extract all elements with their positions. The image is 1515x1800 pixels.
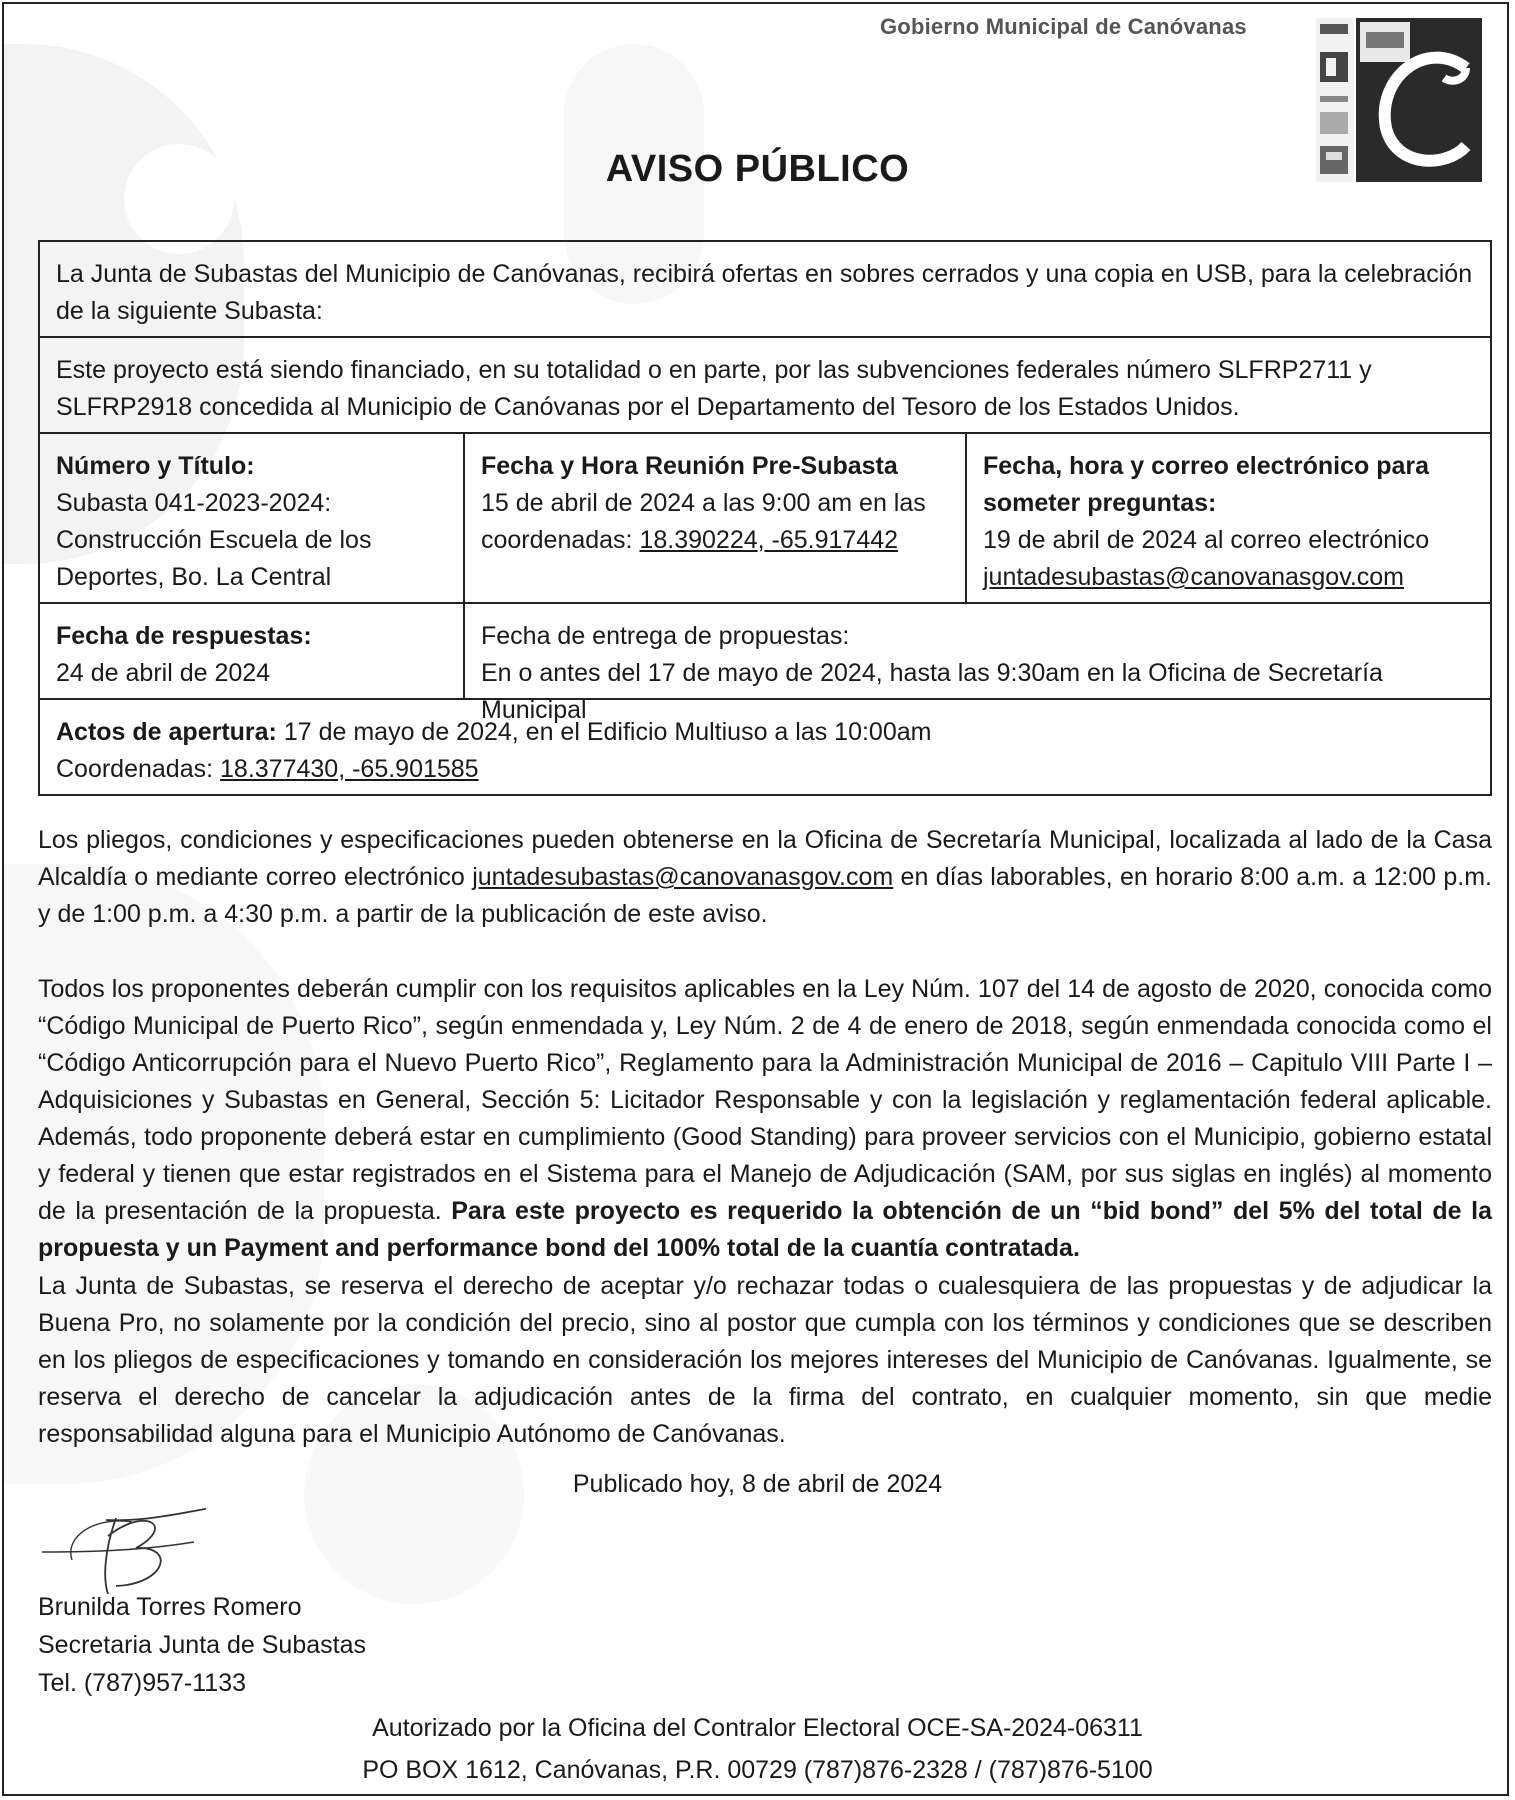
paragraph-pliegos-text-end: en días laborables, en horario 8:00 a.m. a 12:00 p.m. y de 1:00 p.m. a 4:30 p.m. a partir de la publicación de este aviso.: [38, 863, 1493, 928]
numero-label: Número y Título:: [56, 452, 255, 480]
notice-table: [38, 240, 1492, 796]
respuestas-value: 24 de abril de 2024: [56, 659, 271, 687]
notice-dates-row: [40, 604, 1490, 724]
entrega-label: Fecha de entrega de propuestas:: [481, 622, 850, 650]
bond-requirement: Para este proyecto es requerido la obtención de un “bid bond” del 5% del total de la propuesta y un Payment and performance bond del 100% total de la cuantía contratada.: [38, 1197, 1492, 1262]
notice-apertura-row: [40, 700, 1490, 794]
footer-address: PO BOX 1612, Canóvanas, P.R. 00729 (787)876-2328 / (787)876-5100: [362, 1756, 1153, 1784]
footer-authorization: Autorizado por la Oficina del Contralor Electoral OCE-SA-2024-06311: [372, 1714, 1143, 1742]
notice-details-row: [40, 434, 1490, 604]
respuestas-cell: [40, 604, 463, 698]
signer-name: Brunilda Torres Romero: [38, 1593, 302, 1621]
presubasta-label: Fecha y Hora Reunión Pre-Subasta: [481, 452, 898, 480]
paragraph-reserva: La Junta de Subastas, se reserva el derecho de aceptar y/o rechazar todas o cualesquiera de las propuestas y de adjudicar la Buena Pro, no solamente por la condición del precio, sino al postor que cumpla con los términos y condiciones que se describen en los pliegos de especificaciones y tomando en consideración los mejores intereses del Municipio de Canóvanas. Igualmente, se reserva el derecho de cancelar la adjudicación antes de la firma del contrato, en cualquier momento, sin que medie responsabilidad alguna para el Municipio Autónomo de Canóvanas.: [38, 1272, 1492, 1448]
apertura-coordinates-link[interactable]: 18.377430, -65.901585: [220, 755, 479, 783]
notice-intro: La Junta de Subastas del Municipio de Canóvanas, recibirá ofertas en sobres cerrados y una copia en USB, para la celebración de la siguiente Subasta:: [56, 260, 1473, 325]
preguntas-cell: [965, 434, 1490, 602]
presubasta-text: 15 de abril de 2024 a las 9:00 am en las coordenadas:: [481, 489, 926, 554]
presubasta-coordinates-link[interactable]: 18.390224, -65.917442: [639, 526, 899, 554]
published-date: Publicado hoy, 8 de abril de 2024: [572, 1470, 943, 1498]
organization-name: Gobierno Municipal de Canóvanas: [880, 14, 1247, 39]
paragraph-requisitos-text: Todos los proponentes deberán cumplir con los requisitos aplicables en la Ley Núm. 107 del 14 de agosto de 2020, conocida como “Código Municipal de Puerto Rico”, según enmendada y, Ley Núm. 2 de 4 de enero de 2018, según enmendada conocida como el “Código Anticorrupción para el Nuevo Puerto Rico”, Reglamento para la Administración Municipal de 2016 – Capitulo VIII Parte I – Adquisiciones y Subastas en General, Sección 5: Licitador Responsable y con la legislación y reglamentación federal aplicable. Además, todo proponente deberá estar en cumplimiento (Good Standing) para proveer servicios con el Municipio, gobierno estatal y federal y tienen que estar registrados en el Sistema para el Manejo de Adjudicación (SAM, por sus siglas en inglés) al momento de la presentación de la propuesta.: [38, 975, 1492, 1225]
numero-value: Subasta 041-2023-2024: Construcción Escuela de los Deportes, Bo. La Central: [56, 489, 372, 591]
apertura-coords-label: Coordenadas:: [56, 755, 221, 783]
pliegos-email-link[interactable]: juntadesubastas@canovanasgov.com: [472, 863, 894, 891]
apertura-label: Actos de apertura:: [56, 718, 277, 746]
preguntas-email-link[interactable]: juntadesubastas@canovanasgov.com: [983, 563, 1405, 591]
apertura-line: [56, 714, 1474, 751]
entrega-cell: [463, 604, 1490, 724]
signer-phone: Tel. (787)957-1133: [38, 1669, 247, 1697]
page-title: AVISO PÚBLICO: [605, 148, 910, 190]
presubasta-cell: [463, 434, 965, 602]
paragraph-pliegos-text: Los pliegos, condiciones y especificaciones pueden obtenerse en la Oficina de Secretaría Municipal, localizada al lado de la Casa Alcaldía o mediante correo electrónico: [38, 826, 1492, 891]
notice-funding-row: [40, 338, 1490, 434]
notice-funding: Este proyecto está siendo financiado, en su totalidad o en parte, por las subvenciones federales número SLFRP2711 y SLFRP2918 concedida al Municipio de Canóvanas por el Departamento del Tesoro de los Estados Unidos.: [56, 356, 1372, 421]
entrega-value: En o antes del 17 de mayo de 2024, hasta las 9:30am en la Oficina de Secretaría Municipal: [481, 659, 1383, 724]
apertura-cell: [40, 700, 1490, 794]
presubasta-value: [481, 485, 949, 559]
numero-titulo-cell: [40, 434, 463, 602]
signer-role: Secretaria Junta de Subastas: [38, 1631, 366, 1659]
signature-block: [38, 1588, 366, 1702]
preguntas-value: 19 de abril de 2024 al correo electrónico: [983, 526, 1430, 554]
notice-intro-row: [40, 242, 1490, 338]
respuestas-label: Fecha de respuestas:: [56, 622, 312, 650]
apertura-value: 17 de mayo de 2024, en el Edificio Multiuso a las 10:00am: [276, 718, 932, 746]
paragraph-pliegos: [38, 822, 1492, 933]
preguntas-label: Fecha, hora y correo electrónico para someter preguntas:: [983, 452, 1429, 517]
paragraph-requisitos: [38, 971, 1492, 1267]
apertura-coords-line: [56, 751, 1474, 788]
